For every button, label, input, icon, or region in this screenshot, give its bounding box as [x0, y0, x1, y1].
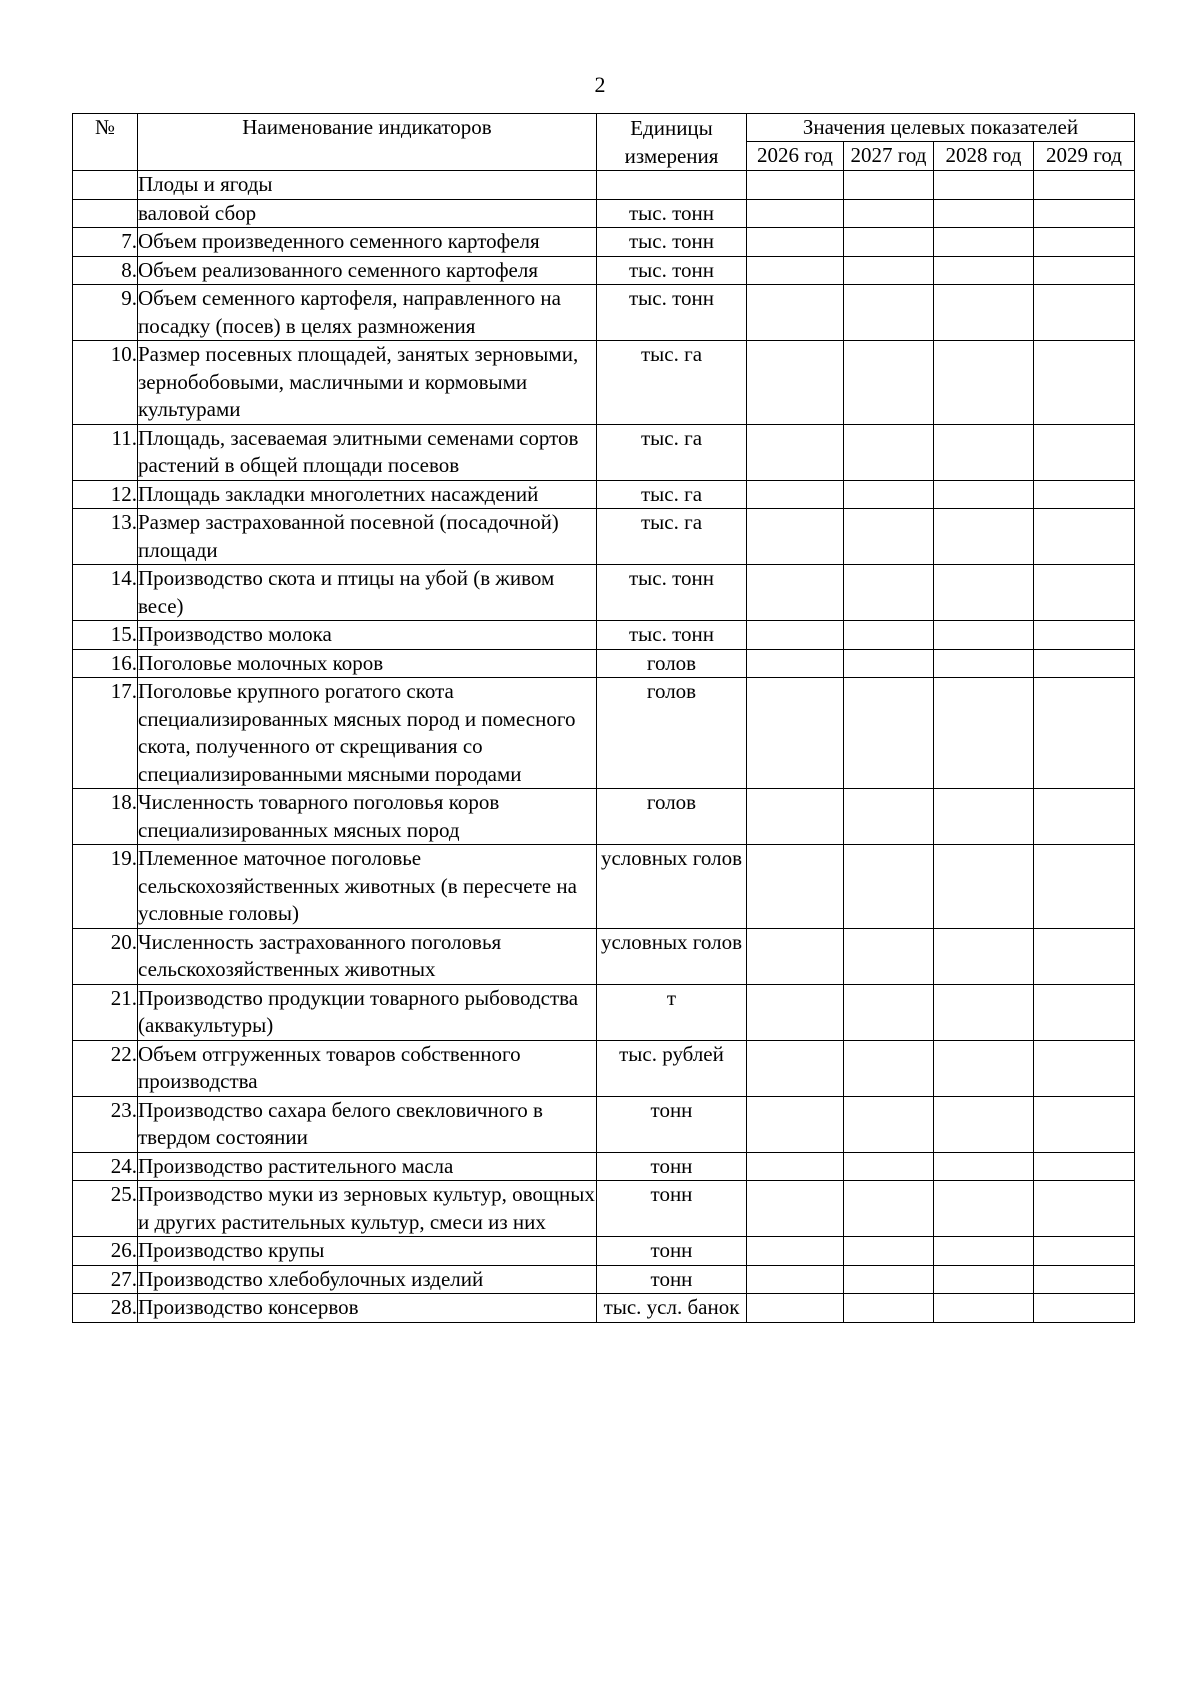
- row-number: 8.: [73, 256, 138, 285]
- indicator-name: Размер посевных площадей, занятых зерновыми, зернобобовыми, масличными и кормовыми культурами: [138, 341, 597, 425]
- target-value-2028: [934, 1181, 1034, 1237]
- indicator-name: Производство растительного масла: [138, 1152, 597, 1181]
- target-value-2028: [934, 845, 1034, 929]
- target-value-2028: [934, 1237, 1034, 1266]
- indicator-name: Размер застрахованной посевной (посадочной) площади: [138, 509, 597, 565]
- indicator-name: Производство сахара белого свекловичного в твердом состоянии: [138, 1096, 597, 1152]
- target-value-2027: [844, 1237, 934, 1266]
- target-value-2029: [1034, 1265, 1135, 1294]
- target-value-2026: [747, 1096, 844, 1152]
- indicator-name: Производство крупы: [138, 1237, 597, 1266]
- row-number: 26.: [73, 1237, 138, 1266]
- target-value-2026: [747, 649, 844, 678]
- indicator-name: Производство молока: [138, 621, 597, 650]
- target-value-2026: [747, 928, 844, 984]
- target-value-2028: [934, 649, 1034, 678]
- target-value-2027: [844, 199, 934, 228]
- unit-of-measure: тыс. тонн: [597, 228, 747, 257]
- target-value-2027: [844, 256, 934, 285]
- row-number: 17.: [73, 678, 138, 789]
- table-row: [73, 1265, 1135, 1294]
- row-number: 23.: [73, 1096, 138, 1152]
- unit-of-measure: тыс. га: [597, 509, 747, 565]
- unit-of-measure: тыс. тонн: [597, 621, 747, 650]
- target-value-2029: [1034, 341, 1135, 425]
- row-number: 20.: [73, 928, 138, 984]
- target-value-2029: [1034, 678, 1135, 789]
- target-value-2026: [747, 171, 844, 200]
- row-number: 22.: [73, 1040, 138, 1096]
- table-row: [73, 509, 1135, 565]
- table-row: [73, 845, 1135, 929]
- target-value-2027: [844, 480, 934, 509]
- row-number: 21.: [73, 984, 138, 1040]
- row-number: 28.: [73, 1294, 138, 1323]
- row-number: 15.: [73, 621, 138, 650]
- indicator-name: Племенное маточное поголовье сельскохозяйственных животных (в пересчете на условные головы): [138, 845, 597, 929]
- target-value-2028: [934, 565, 1034, 621]
- header-year-2028: 2028 год: [934, 142, 1034, 171]
- target-value-2026: [747, 1152, 844, 1181]
- target-value-2028: [934, 480, 1034, 509]
- unit-of-measure: тонн: [597, 1152, 747, 1181]
- table-row: [73, 649, 1135, 678]
- target-value-2028: [934, 984, 1034, 1040]
- unit-of-measure: тыс. тонн: [597, 199, 747, 228]
- row-number: 12.: [73, 480, 138, 509]
- indicator-name: Поголовье молочных коров: [138, 649, 597, 678]
- unit-of-measure: тыс. тонн: [597, 256, 747, 285]
- target-value-2026: [747, 678, 844, 789]
- unit-of-measure: тыс. тонн: [597, 565, 747, 621]
- target-value-2028: [934, 341, 1034, 425]
- table-row: [73, 1096, 1135, 1152]
- header-target-values: Значения целевых показателей: [747, 114, 1135, 142]
- target-value-2026: [747, 621, 844, 650]
- table-row: [73, 678, 1135, 789]
- indicator-name: Производство скота и птицы на убой (в живом весе): [138, 565, 597, 621]
- row-number: 10.: [73, 341, 138, 425]
- target-value-2026: [747, 1040, 844, 1096]
- target-value-2027: [844, 285, 934, 341]
- target-value-2026: [747, 1265, 844, 1294]
- table-row: [73, 480, 1135, 509]
- indicator-name: Производство продукции товарного рыбоводства (аквакультуры): [138, 984, 597, 1040]
- header-year-2027: 2027 год: [844, 142, 934, 171]
- target-value-2029: [1034, 509, 1135, 565]
- target-value-2029: [1034, 1096, 1135, 1152]
- unit-of-measure: голов: [597, 789, 747, 845]
- target-value-2028: [934, 1294, 1034, 1323]
- indicator-name: Производство консервов: [138, 1294, 597, 1323]
- target-value-2029: [1034, 1181, 1135, 1237]
- indicator-name: Объем реализованного семенного картофеля: [138, 256, 597, 285]
- table-row: [73, 789, 1135, 845]
- unit-of-measure: тыс. тонн: [597, 285, 747, 341]
- target-value-2029: [1034, 928, 1135, 984]
- unit-of-measure: [597, 171, 747, 200]
- target-value-2027: [844, 1040, 934, 1096]
- target-value-2026: [747, 845, 844, 929]
- target-value-2028: [934, 285, 1034, 341]
- indicator-name: Производство хлебобулочных изделий: [138, 1265, 597, 1294]
- unit-of-measure: тонн: [597, 1181, 747, 1237]
- table-row: [73, 424, 1135, 480]
- indicators-table: [72, 113, 1135, 1323]
- row-number: 24.: [73, 1152, 138, 1181]
- target-value-2027: [844, 424, 934, 480]
- table-row: [73, 928, 1135, 984]
- target-value-2027: [844, 678, 934, 789]
- indicator-name: Производство муки из зерновых культур, овощных и других растительных культур, смеси из них: [138, 1181, 597, 1237]
- unit-of-measure: тыс. усл. банок: [597, 1294, 747, 1323]
- target-value-2026: [747, 1181, 844, 1237]
- indicator-name: Объем отгруженных товаров собственного производства: [138, 1040, 597, 1096]
- target-value-2029: [1034, 171, 1135, 200]
- target-value-2026: [747, 199, 844, 228]
- target-value-2026: [747, 424, 844, 480]
- section-heading: Плоды и ягоды: [138, 171, 597, 200]
- row-number: 18.: [73, 789, 138, 845]
- target-value-2029: [1034, 1294, 1135, 1323]
- target-value-2026: [747, 1294, 844, 1323]
- target-value-2027: [844, 1294, 934, 1323]
- target-value-2026: [747, 984, 844, 1040]
- row-number: [73, 199, 138, 228]
- target-value-2026: [747, 228, 844, 257]
- target-value-2027: [844, 1152, 934, 1181]
- row-number: 7.: [73, 228, 138, 257]
- target-value-2029: [1034, 1040, 1135, 1096]
- row-number: [73, 171, 138, 200]
- target-value-2026: [747, 565, 844, 621]
- unit-of-measure: т: [597, 984, 747, 1040]
- unit-of-measure: тыс. га: [597, 480, 747, 509]
- header-units: Единицы измерения: [597, 114, 747, 171]
- table-body: [73, 171, 1135, 1323]
- target-value-2029: [1034, 845, 1135, 929]
- target-value-2028: [934, 621, 1034, 650]
- table-row: [73, 285, 1135, 341]
- indicator-name: Объем семенного картофеля, направленного на посадку (посев) в целях размножения: [138, 285, 597, 341]
- table-row: [73, 256, 1135, 285]
- target-value-2027: [844, 984, 934, 1040]
- table-row: [73, 341, 1135, 425]
- table-row: [73, 1152, 1135, 1181]
- target-value-2027: [844, 789, 934, 845]
- target-value-2028: [934, 1040, 1034, 1096]
- row-number: 27.: [73, 1265, 138, 1294]
- table-row: [73, 565, 1135, 621]
- target-value-2029: [1034, 984, 1135, 1040]
- header-indicator-name: Наименование индикаторов: [138, 114, 597, 171]
- target-value-2029: [1034, 228, 1135, 257]
- target-value-2029: [1034, 424, 1135, 480]
- unit-of-measure: тонн: [597, 1096, 747, 1152]
- target-value-2028: [934, 928, 1034, 984]
- target-value-2028: [934, 199, 1034, 228]
- indicator-name: Объем произведенного семенного картофеля: [138, 228, 597, 257]
- target-value-2028: [934, 1265, 1034, 1294]
- target-value-2027: [844, 509, 934, 565]
- unit-of-measure: голов: [597, 678, 747, 789]
- target-value-2027: [844, 1181, 934, 1237]
- target-value-2026: [747, 341, 844, 425]
- target-value-2026: [747, 1237, 844, 1266]
- row-number: 14.: [73, 565, 138, 621]
- target-value-2026: [747, 789, 844, 845]
- target-value-2027: [844, 171, 934, 200]
- indicator-name: Численность застрахованного поголовья сельскохозяйственных животных: [138, 928, 597, 984]
- unit-of-measure: тыс. га: [597, 341, 747, 425]
- indicator-name: Численность товарного поголовья коров специализированных мясных пород: [138, 789, 597, 845]
- target-value-2028: [934, 1096, 1034, 1152]
- target-value-2029: [1034, 621, 1135, 650]
- row-number: 25.: [73, 1181, 138, 1237]
- target-value-2029: [1034, 285, 1135, 341]
- target-value-2027: [844, 1096, 934, 1152]
- table-row: [73, 199, 1135, 228]
- target-value-2028: [934, 256, 1034, 285]
- target-value-2028: [934, 424, 1034, 480]
- target-value-2029: [1034, 1237, 1135, 1266]
- target-value-2028: [934, 678, 1034, 789]
- table-row: [73, 1040, 1135, 1096]
- target-value-2029: [1034, 789, 1135, 845]
- target-value-2026: [747, 509, 844, 565]
- unit-of-measure: тыс. га: [597, 424, 747, 480]
- target-value-2027: [844, 928, 934, 984]
- unit-of-measure: тыс. рублей: [597, 1040, 747, 1096]
- table-row: [73, 171, 1135, 200]
- unit-of-measure: тонн: [597, 1237, 747, 1266]
- row-number: 19.: [73, 845, 138, 929]
- row-number: 9.: [73, 285, 138, 341]
- target-value-2028: [934, 509, 1034, 565]
- target-value-2026: [747, 256, 844, 285]
- indicator-name: Площадь, засеваемая элитными семенами сортов растений в общей площади посевов: [138, 424, 597, 480]
- target-value-2029: [1034, 565, 1135, 621]
- row-number: 16.: [73, 649, 138, 678]
- table-row: [73, 621, 1135, 650]
- header-number: №: [73, 114, 138, 171]
- table-row: [73, 228, 1135, 257]
- target-value-2029: [1034, 649, 1135, 678]
- target-value-2028: [934, 789, 1034, 845]
- target-value-2027: [844, 649, 934, 678]
- target-value-2027: [844, 621, 934, 650]
- target-value-2028: [934, 228, 1034, 257]
- target-value-2027: [844, 845, 934, 929]
- target-value-2029: [1034, 480, 1135, 509]
- target-value-2027: [844, 1265, 934, 1294]
- unit-of-measure: условных голов: [597, 928, 747, 984]
- target-value-2027: [844, 228, 934, 257]
- unit-of-measure: условных голов: [597, 845, 747, 929]
- table-row: [73, 1181, 1135, 1237]
- unit-of-measure: тонн: [597, 1265, 747, 1294]
- row-number: 11.: [73, 424, 138, 480]
- table-row: [73, 1237, 1135, 1266]
- target-value-2027: [844, 341, 934, 425]
- row-number: 13.: [73, 509, 138, 565]
- indicator-name: валовой сбор: [138, 199, 597, 228]
- target-value-2028: [934, 171, 1034, 200]
- table-row: [73, 1294, 1135, 1323]
- target-value-2029: [1034, 256, 1135, 285]
- target-value-2026: [747, 285, 844, 341]
- target-value-2028: [934, 1152, 1034, 1181]
- indicator-name: Поголовье крупного рогатого скота специализированных мясных пород и помесного скота, полученного от скрещивания со специализированными мясными породами: [138, 678, 597, 789]
- header-year-2029: 2029 год: [1034, 142, 1135, 171]
- page-number: 2: [594, 72, 606, 97]
- unit-of-measure: голов: [597, 649, 747, 678]
- target-value-2026: [747, 480, 844, 509]
- target-value-2027: [844, 565, 934, 621]
- target-value-2029: [1034, 1152, 1135, 1181]
- header-year-2026: 2026 год: [747, 142, 844, 171]
- table-row: [73, 984, 1135, 1040]
- target-value-2029: [1034, 199, 1135, 228]
- indicator-name: Площадь закладки многолетних насаждений: [138, 480, 597, 509]
